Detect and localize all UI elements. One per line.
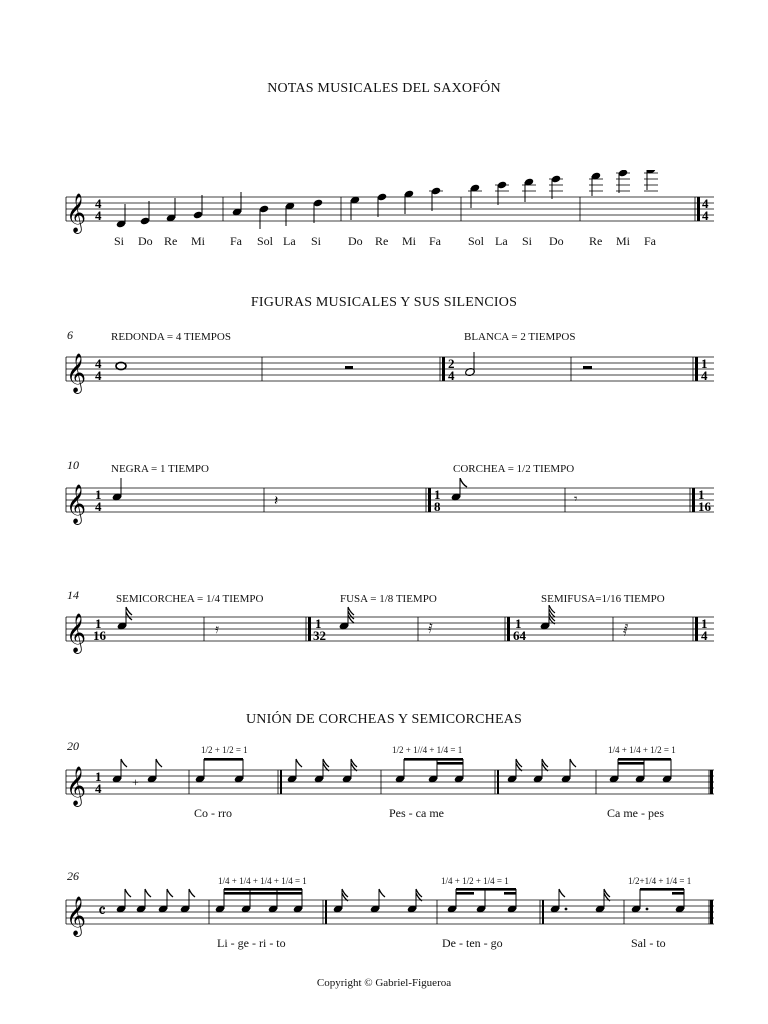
lyric: Ca me - pes — [607, 806, 664, 820]
svg-text:4: 4 — [95, 196, 102, 211]
note-name: La — [283, 234, 296, 248]
svg-text:1: 1 — [95, 616, 102, 631]
note-name: Mi — [616, 234, 631, 248]
note-name: Re — [375, 234, 389, 248]
staff-figures-2 — [0, 478, 768, 538]
svg-text:4: 4 — [95, 368, 102, 383]
note-name: Fa — [644, 234, 656, 248]
measure-number: 14 — [67, 588, 79, 602]
svg-text:𝄴: 𝄴 — [98, 901, 107, 921]
note-name: Do — [138, 234, 153, 248]
label-corchea: CORCHEA = 1/2 TIEMPO — [453, 463, 575, 475]
svg-text:1: 1 — [701, 616, 708, 631]
note-name: Si — [114, 234, 125, 248]
lyric: Co - rro — [194, 806, 232, 820]
note-name: Do — [348, 234, 363, 248]
formula: 1/2 + 1/2 = 1 — [201, 745, 248, 755]
formula: 1/2 + 1//4 + 1/4 = 1 — [392, 745, 463, 755]
measure-number: 20 — [67, 739, 79, 753]
svg-text:4: 4 — [448, 368, 455, 383]
note-name: Si — [311, 234, 322, 248]
svg-text:4: 4 — [701, 628, 708, 643]
svg-text:𝄞: 𝄞 — [66, 486, 87, 523]
svg-text:4: 4 — [95, 499, 102, 514]
note-name: Si — [522, 234, 533, 248]
svg-text:𝄽: 𝄽 — [274, 494, 279, 509]
note-name: Mi — [402, 234, 417, 248]
svg-text:4: 4 — [95, 208, 102, 223]
label-semifusa: SEMIFUSA=1/16 TIEMPO — [541, 593, 665, 605]
svg-text:1: 1 — [701, 356, 708, 371]
note-name: Sol — [468, 234, 485, 248]
svg-text:32: 32 — [313, 628, 326, 643]
svg-text:4: 4 — [701, 368, 708, 383]
label-semicorchea: SEMICORCHEA = 1/4 TIEMPO — [116, 593, 264, 605]
measure-number: 6 — [67, 328, 73, 342]
svg-text:1: 1 — [434, 487, 441, 502]
label-redonda: REDONDA = 4 TIEMPOS — [111, 331, 231, 343]
svg-text:𝅀: 𝅀 — [428, 621, 433, 636]
label-negra: NEGRA = 1 TIEMPO — [111, 463, 209, 475]
svg-text:𝄞: 𝄞 — [66, 898, 87, 935]
staff-figures-1 — [0, 345, 768, 405]
svg-text:4: 4 — [702, 208, 709, 223]
measure-number: 26 — [67, 869, 79, 883]
formula: 1/4 + 1/4 + 1/2 = 1 — [608, 745, 676, 755]
formula: 1/4 + 1/2 + 1/4 = 1 — [441, 876, 509, 886]
lyric: Pes - ca me — [389, 806, 444, 820]
section-title-figures: FIGURAS MUSICALES Y SUS SILENCIOS — [250, 295, 518, 310]
svg-text:𝄞: 𝄞 — [66, 768, 87, 805]
formula: 1/4 + 1/4 + 1/4 + 1/4 = 1 — [218, 876, 307, 886]
note-name: Fa — [230, 234, 242, 248]
formula: 1/2+1/4 + 1/4 = 1 — [628, 876, 692, 886]
svg-text:𝄾: 𝄾 — [574, 491, 578, 506]
svg-text:+: + — [132, 775, 139, 789]
note-name: Do — [549, 234, 564, 248]
page-title: NOTAS MUSICALES DEL SAXOFÓN — [267, 81, 501, 96]
note-name: La — [495, 234, 508, 248]
svg-text:16: 16 — [93, 628, 106, 643]
label-fusa: FUSA = 1/8 TIEMPO — [340, 593, 437, 605]
svg-text:𝄞: 𝄞 — [66, 193, 87, 233]
svg-text:1: 1 — [315, 616, 322, 631]
svg-text:8: 8 — [434, 499, 441, 514]
svg-text:𝅁: 𝅁 — [623, 621, 629, 636]
svg-text:1: 1 — [95, 487, 102, 502]
svg-text:16: 16 — [698, 499, 711, 514]
lyric: Sal - to — [631, 936, 666, 950]
svg-text:4: 4 — [95, 781, 102, 796]
note-name: Re — [589, 234, 603, 248]
copyright: Copyright © Gabriel-Figueroa — [316, 977, 452, 989]
section-title-union: UNIÓN DE CORCHEAS Y SEMICORCHEAS — [245, 712, 523, 727]
lyric: Li - ge - ri - to — [217, 936, 286, 950]
svg-text:1: 1 — [698, 487, 705, 502]
note-name: Mi — [191, 234, 206, 248]
note-name: Sol — [257, 234, 274, 248]
svg-text:1: 1 — [515, 616, 522, 631]
svg-text:1: 1 — [95, 769, 102, 784]
svg-text:4: 4 — [702, 196, 709, 211]
svg-text:64: 64 — [513, 628, 526, 643]
staff-figures-3 — [0, 605, 768, 665]
measure-number: 10 — [67, 458, 79, 472]
svg-text:𝄞: 𝄞 — [66, 615, 87, 652]
note-name: Fa — [429, 234, 441, 248]
lyric: De - ten - go — [442, 936, 503, 950]
svg-text:2: 2 — [448, 356, 455, 371]
note-name: Re — [164, 234, 178, 248]
svg-text:𝄞: 𝄞 — [66, 355, 87, 392]
staff-union-2 — [0, 888, 768, 938]
label-blanca: BLANCA = 2 TIEMPOS — [464, 331, 576, 343]
staff-union-1 — [0, 758, 768, 808]
svg-text:𝄿: 𝄿 — [215, 621, 219, 636]
svg-text:4: 4 — [95, 356, 102, 371]
